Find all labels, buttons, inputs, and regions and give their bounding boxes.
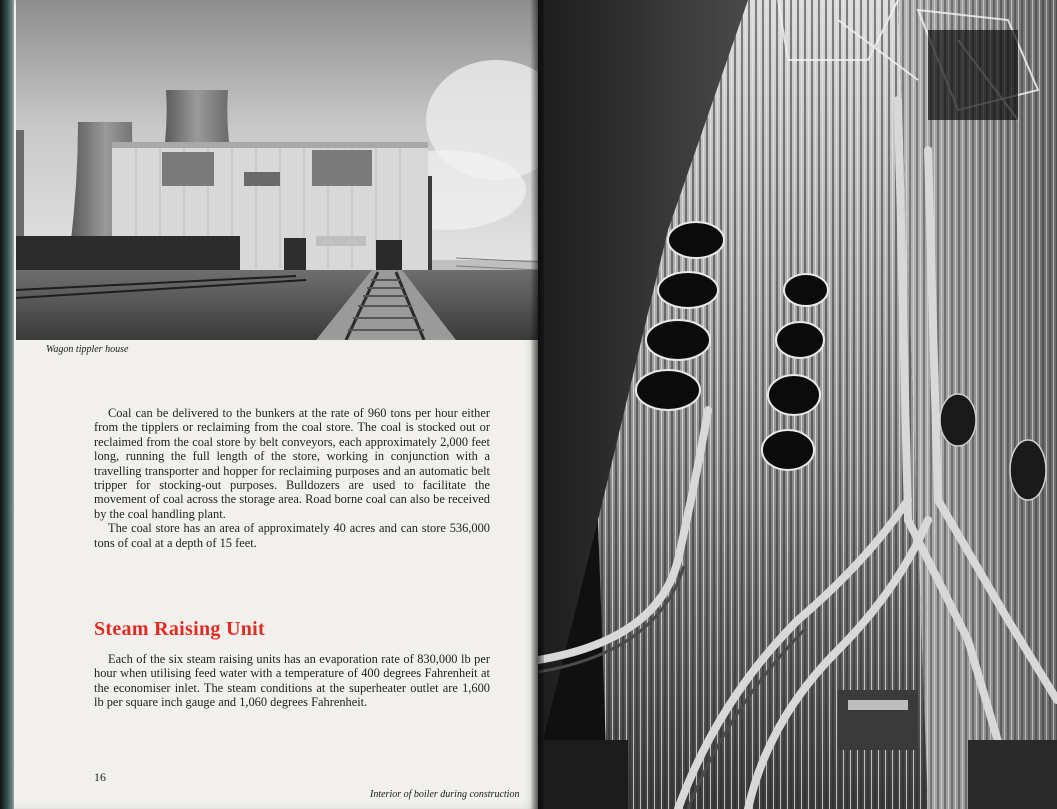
wagon-tippler-illustration <box>16 0 538 340</box>
page-number: 16 <box>94 770 106 784</box>
section-heading: Steam Raising Unit <box>94 618 265 640</box>
boiler-interior-illustration <box>538 0 1057 809</box>
paragraph: Each of the six steam raising units has an evaporation rate of 830,000 lb per hour when utilising feed water with a temperature of 400 degrees Fahrenheit at the economiser inlet. The steam conditions at the superheater outlet are 1,600 lb per square inch gauge and 1,060 degrees Fahrenheit. <box>94 652 490 710</box>
photo-caption-wagon-tippler: Wagon tippler house <box>46 344 129 355</box>
steam-raising-text <box>94 652 490 710</box>
left-page <box>14 0 538 809</box>
wagon-tippler-photo <box>16 0 538 340</box>
paragraph: The coal store has an area of approximately 40 acres and can store 536,000 tons of coal at a depth of 15 feet. <box>94 521 490 550</box>
gutter-shadow <box>530 0 544 809</box>
coal-delivery-text <box>94 406 490 550</box>
photo-caption-boiler: Interior of boiler during construction <box>370 789 520 800</box>
boiler-interior-photo <box>538 0 1057 809</box>
paragraph: Coal can be delivered to the bunkers at the rate of 960 tons per hour either from the tipplers or reclaiming from the coal store. The coal is stocked out or reclaimed from the coal store by belt conveyors, each approximately 2,000 feet long, running the full length of the store, working in conjunction with a travelling transporter and hopper for reclaiming purposes and an automatic belt tripper for stocking-out purposes. Bulldozers are used to facilitate the movement of coal across the storage area. Road borne coal can also be received by the coal handling plant. <box>94 406 490 521</box>
